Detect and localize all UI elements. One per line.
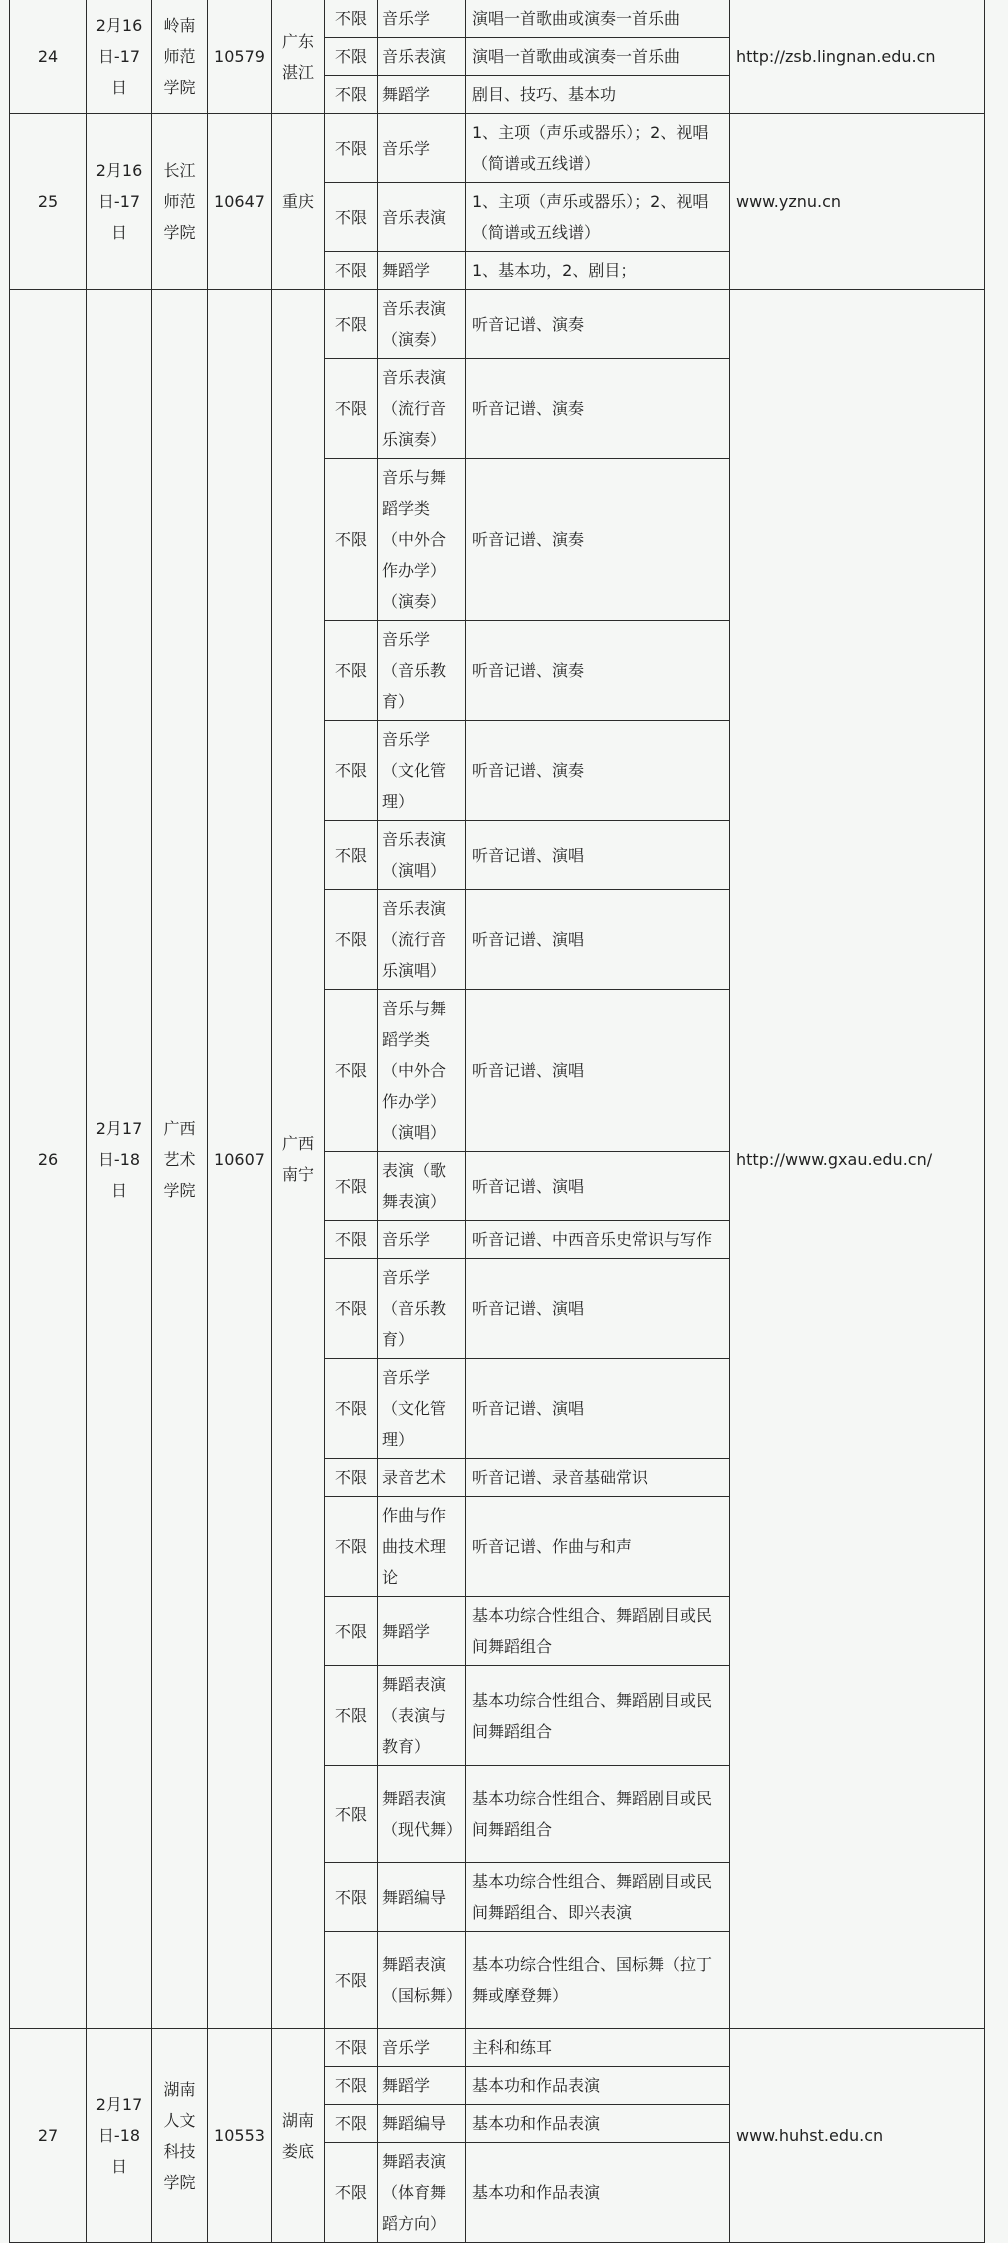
school-name-cell: 岭南师范学院 bbox=[152, 0, 208, 114]
major-name-cell: 舞蹈表演（表演与教育） bbox=[378, 1666, 466, 1766]
major-name-cell: 音乐与舞蹈学类（中外合作办学）（演奏） bbox=[378, 459, 466, 621]
exam-date-cell: 2月17日-18日 bbox=[87, 290, 152, 2029]
major-name-cell: 音乐学 bbox=[378, 0, 466, 38]
major-name-cell: 录音艺术 bbox=[378, 1459, 466, 1497]
major-name-cell: 音乐与舞蹈学类（中外合作办学）（演唱） bbox=[378, 990, 466, 1152]
exam-content-cell: 主科和练耳 bbox=[466, 2029, 730, 2067]
major-name-cell: 音乐表演（演唱） bbox=[378, 821, 466, 890]
exam-date-cell: 2月16日-17日 bbox=[87, 114, 152, 290]
exam-content-cell: 基本功综合性组合、舞蹈剧目或民间舞蹈组合 bbox=[466, 1666, 730, 1766]
enrollment-limit-cell: 不限 bbox=[325, 1259, 378, 1359]
exam-content-cell: 基本功和作品表演 bbox=[466, 2143, 730, 2243]
table-row bbox=[10, 114, 985, 183]
exam-content-cell: 听音记谱、演唱 bbox=[466, 990, 730, 1152]
school-code-cell: 10553 bbox=[208, 2029, 272, 2243]
school-location-cell: 湖南娄底 bbox=[272, 2029, 325, 2243]
school-code-cell: 10647 bbox=[208, 114, 272, 290]
exam-content-cell: 基本功综合性组合、国标舞（拉丁舞或摩登舞） bbox=[466, 1932, 730, 2029]
major-name-cell: 舞蹈学 bbox=[378, 76, 466, 114]
exam-content-cell: 1、主项（声乐或器乐）；2、视唱（简谱或五线谱） bbox=[466, 114, 730, 183]
school-location-cell: 广东湛江 bbox=[272, 0, 325, 114]
exam-content-cell: 听音记谱、演唱 bbox=[466, 1152, 730, 1221]
exam-content-cell: 听音记谱、作曲与和声 bbox=[466, 1497, 730, 1597]
major-name-cell: 舞蹈学 bbox=[378, 2067, 466, 2105]
admissions-table bbox=[9, 0, 985, 2243]
school-website-cell: www.huhst.edu.cn bbox=[730, 2029, 985, 2243]
school-website-cell: www.yznu.cn bbox=[730, 114, 985, 290]
major-name-cell: 舞蹈表演（体育舞蹈方向） bbox=[378, 2143, 466, 2243]
major-name-cell: 音乐学（音乐教育） bbox=[378, 1259, 466, 1359]
school-number-cell: 25 bbox=[10, 114, 87, 290]
major-name-cell: 音乐学（音乐教育） bbox=[378, 621, 466, 721]
school-location-cell: 重庆 bbox=[272, 114, 325, 290]
enrollment-limit-cell: 不限 bbox=[325, 1597, 378, 1666]
table-row bbox=[10, 0, 985, 38]
enrollment-limit-cell: 不限 bbox=[325, 1863, 378, 1932]
major-name-cell: 音乐学（文化管理） bbox=[378, 1359, 466, 1459]
enrollment-limit-cell: 不限 bbox=[325, 1666, 378, 1766]
exam-content-cell: 听音记谱、演唱 bbox=[466, 1359, 730, 1459]
enrollment-limit-cell: 不限 bbox=[325, 1152, 378, 1221]
exam-content-cell: 听音记谱、演奏 bbox=[466, 359, 730, 459]
enrollment-limit-cell: 不限 bbox=[325, 990, 378, 1152]
school-name-cell: 湖南人文科技学院 bbox=[152, 2029, 208, 2243]
school-number-cell: 26 bbox=[10, 290, 87, 2029]
major-name-cell: 舞蹈表演（国标舞） bbox=[378, 1932, 466, 2029]
major-name-cell: 音乐表演（演奏） bbox=[378, 290, 466, 359]
exam-content-cell: 基本功综合性组合、舞蹈剧目或民间舞蹈组合、即兴表演 bbox=[466, 1863, 730, 1932]
enrollment-limit-cell: 不限 bbox=[325, 621, 378, 721]
exam-content-cell: 剧目、技巧、基本功 bbox=[466, 76, 730, 114]
exam-date-cell: 2月16日-17日 bbox=[87, 0, 152, 114]
enrollment-limit-cell: 不限 bbox=[325, 1766, 378, 1863]
school-number-cell: 27 bbox=[10, 2029, 87, 2243]
exam-content-cell: 基本功综合性组合、舞蹈剧目或民间舞蹈组合 bbox=[466, 1766, 730, 1863]
major-name-cell: 音乐学 bbox=[378, 1221, 466, 1259]
enrollment-limit-cell: 不限 bbox=[325, 1932, 378, 2029]
school-name-cell: 长江师范学院 bbox=[152, 114, 208, 290]
major-name-cell: 作曲与作曲技术理论 bbox=[378, 1497, 466, 1597]
enrollment-limit-cell: 不限 bbox=[325, 1459, 378, 1497]
exam-content-cell: 1、主项（声乐或器乐）；2、视唱（简谱或五线谱） bbox=[466, 183, 730, 252]
school-number-cell: 24 bbox=[10, 0, 87, 114]
school-location-cell: 广西南宁 bbox=[272, 290, 325, 2029]
enrollment-limit-cell: 不限 bbox=[325, 290, 378, 359]
enrollment-limit-cell: 不限 bbox=[325, 252, 378, 290]
exam-content-cell: 1、基本功，2、剧目； bbox=[466, 252, 730, 290]
exam-content-cell: 听音记谱、中西音乐史常识与写作 bbox=[466, 1221, 730, 1259]
major-name-cell: 舞蹈表演（现代舞） bbox=[378, 1766, 466, 1863]
enrollment-limit-cell: 不限 bbox=[325, 1221, 378, 1259]
school-code-cell: 10607 bbox=[208, 290, 272, 2029]
enrollment-limit-cell: 不限 bbox=[325, 1497, 378, 1597]
major-name-cell: 音乐学 bbox=[378, 2029, 466, 2067]
school-name-cell: 广西艺术学院 bbox=[152, 290, 208, 2029]
major-name-cell: 音乐表演（流行音乐演唱） bbox=[378, 890, 466, 990]
school-code-cell: 10579 bbox=[208, 0, 272, 114]
enrollment-limit-cell: 不限 bbox=[325, 2067, 378, 2105]
exam-content-cell: 听音记谱、演唱 bbox=[466, 1259, 730, 1359]
exam-content-cell: 听音记谱、演唱 bbox=[466, 821, 730, 890]
major-name-cell: 音乐表演 bbox=[378, 183, 466, 252]
major-name-cell: 舞蹈学 bbox=[378, 1597, 466, 1666]
exam-content-cell: 基本功和作品表演 bbox=[466, 2105, 730, 2143]
enrollment-limit-cell: 不限 bbox=[325, 890, 378, 990]
exam-content-cell: 听音记谱、演唱 bbox=[466, 890, 730, 990]
exam-content-cell: 基本功综合性组合、舞蹈剧目或民间舞蹈组合 bbox=[466, 1597, 730, 1666]
exam-content-cell: 听音记谱、演奏 bbox=[466, 721, 730, 821]
school-website-cell: http://zsb.lingnan.edu.cn bbox=[730, 0, 985, 114]
table-body bbox=[10, 0, 985, 2243]
table-row bbox=[10, 290, 985, 359]
enrollment-limit-cell: 不限 bbox=[325, 2143, 378, 2243]
left-margin bbox=[0, 0, 9, 2144]
exam-content-cell: 听音记谱、演奏 bbox=[466, 621, 730, 721]
exam-date-cell: 2月17日-18日 bbox=[87, 2029, 152, 2243]
enrollment-limit-cell: 不限 bbox=[325, 359, 378, 459]
major-name-cell: 舞蹈学 bbox=[378, 252, 466, 290]
major-name-cell: 音乐学（文化管理） bbox=[378, 721, 466, 821]
enrollment-limit-cell: 不限 bbox=[325, 459, 378, 621]
exam-content-cell: 听音记谱、演奏 bbox=[466, 290, 730, 359]
enrollment-limit-cell: 不限 bbox=[325, 183, 378, 252]
major-name-cell: 音乐学 bbox=[378, 114, 466, 183]
major-name-cell: 舞蹈编导 bbox=[378, 2105, 466, 2143]
enrollment-limit-cell: 不限 bbox=[325, 2029, 378, 2067]
enrollment-limit-cell: 不限 bbox=[325, 114, 378, 183]
enrollment-limit-cell: 不限 bbox=[325, 38, 378, 76]
exam-content-cell: 听音记谱、演奏 bbox=[466, 459, 730, 621]
enrollment-limit-cell: 不限 bbox=[325, 1359, 378, 1459]
enrollment-limit-cell: 不限 bbox=[325, 721, 378, 821]
major-name-cell: 音乐表演 bbox=[378, 38, 466, 76]
enrollment-limit-cell: 不限 bbox=[325, 821, 378, 890]
major-name-cell: 音乐表演（流行音乐演奏） bbox=[378, 359, 466, 459]
table-row bbox=[10, 2029, 985, 2067]
exam-content-cell: 听音记谱、录音基础常识 bbox=[466, 1459, 730, 1497]
enrollment-limit-cell: 不限 bbox=[325, 2105, 378, 2143]
enrollment-limit-cell: 不限 bbox=[325, 76, 378, 114]
major-name-cell: 表演（歌舞表演） bbox=[378, 1152, 466, 1221]
school-website-cell: http://www.gxau.edu.cn/ bbox=[730, 290, 985, 2029]
major-name-cell: 舞蹈编导 bbox=[378, 1863, 466, 1932]
enrollment-limit-cell: 不限 bbox=[325, 0, 378, 38]
exam-content-cell: 基本功和作品表演 bbox=[466, 2067, 730, 2105]
exam-content-cell: 演唱一首歌曲或演奏一首乐曲 bbox=[466, 0, 730, 38]
exam-content-cell: 演唱一首歌曲或演奏一首乐曲 bbox=[466, 38, 730, 76]
